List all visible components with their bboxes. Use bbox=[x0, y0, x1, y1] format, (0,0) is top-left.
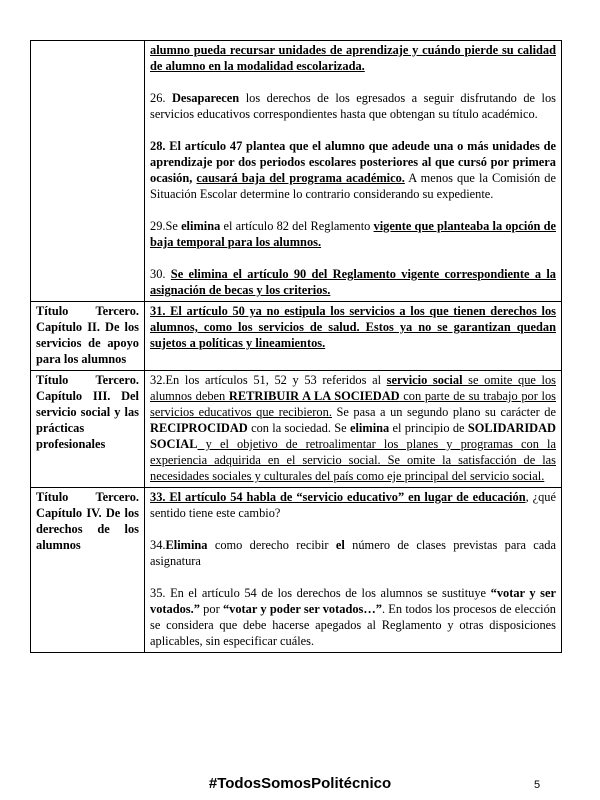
text-run: 30. bbox=[150, 267, 171, 281]
observation-paragraph bbox=[150, 266, 556, 298]
section-heading: Título Tercero. Capítulo III. Del servicio social y las prácticas profesionales bbox=[31, 371, 145, 488]
text-run: alumno pueda recursar unidades de aprendizaje y cuándo pierde su calidad de alumno en la modalidad escolarizada. bbox=[150, 43, 556, 73]
text-run: el bbox=[335, 538, 345, 552]
section-heading bbox=[31, 41, 145, 302]
observations-cell bbox=[145, 488, 562, 653]
text-run: RECIPROCIDAD bbox=[150, 421, 248, 435]
text-run: , ¿qué sentido tiene este cambio? bbox=[150, 490, 556, 520]
text-run: Se pasa a un segundo plano su carácter de bbox=[331, 405, 556, 419]
text-run: . En todos los procesos de elección se considera que debe hacerse apegados al Reglamento y otras disposiciones aplicables, sin especificar cuáles. bbox=[150, 602, 557, 648]
analysis-table bbox=[30, 40, 562, 653]
text-run: el principio de bbox=[389, 421, 468, 435]
observation-paragraph bbox=[150, 585, 556, 649]
table-row bbox=[31, 302, 562, 371]
text-run: SOLIDARIDAD SOCIAL bbox=[150, 421, 556, 451]
text-run: Elimina bbox=[165, 538, 208, 552]
section-heading: Título Tercero. Capítulo II. De los servicios de apoyo para los alumnos bbox=[31, 302, 145, 371]
text-run: y el objetivo de retroalimentar los planes y programas con la experiencia adquirida en el servicio social. Se omite la satisfacción de las necesidades sociales y culturales del país como eje principal del servicio social. bbox=[150, 437, 556, 483]
observations-cell bbox=[145, 371, 562, 488]
observations-cell bbox=[145, 41, 562, 302]
text-run: 33. El artículo 54 habla de “servicio educativo” en lugar de educación bbox=[150, 490, 526, 504]
page-number: 5 bbox=[534, 779, 541, 791]
text-run: 29.Se bbox=[150, 219, 182, 233]
observation-paragraph bbox=[150, 138, 556, 202]
text-run: servicio social bbox=[386, 373, 463, 387]
observation-paragraph bbox=[150, 537, 556, 569]
text-run: 32.En los artículos 51, 52 y 53 referidos al bbox=[150, 373, 387, 387]
table-row bbox=[31, 371, 562, 488]
text-run: los derechos de los egresados a seguir disfrutando de los servicios educativos correspondientes hasta que obtengan su título académico. bbox=[150, 91, 556, 121]
text-run: 26. bbox=[150, 91, 172, 105]
observation-paragraph bbox=[150, 372, 556, 484]
footer-hashtag: #TodosSomosPolitécnico bbox=[208, 775, 392, 792]
text-run: RETRIBUIR A LA SOCIEDAD bbox=[228, 389, 400, 403]
text-run: por bbox=[199, 602, 223, 616]
text-run: causará baja del programa académico. bbox=[196, 171, 405, 185]
text-run: número de clases previstas para cada asignatura bbox=[150, 538, 556, 568]
text-run: Desaparecen bbox=[171, 91, 240, 105]
observation-paragraph bbox=[150, 303, 556, 351]
observation-paragraph bbox=[150, 42, 556, 74]
observation-paragraph bbox=[150, 90, 556, 122]
text-run: 28. El artículo 47 plantea que el alumno que adeude una o más unidades de aprendizaje por dos periodos escolares posteriores al que cursó por primera ocasión, bbox=[150, 139, 556, 185]
text-run: “votar y ser votados.” bbox=[150, 586, 556, 616]
observation-paragraph bbox=[150, 489, 556, 521]
text-run: como derecho recibir bbox=[207, 538, 336, 552]
text-run: A menos que la Comisión de Situación Escolar determine lo contrario considerando su expediente. bbox=[150, 171, 556, 201]
text-run: con parte de su trabajo por los servicios educativos que recibieron. bbox=[150, 389, 556, 419]
text-run: con la sociedad. Se bbox=[247, 421, 350, 435]
text-run: elimina bbox=[349, 421, 390, 435]
text-run: “votar y poder ser votados…” bbox=[222, 602, 382, 616]
observations-cell bbox=[145, 302, 562, 371]
text-run: el artículo 82 del Reglamento bbox=[220, 219, 374, 233]
text-run: Se elimina el artículo 90 del Reglamento vigente correspondiente a la asignación de becas y los criterios. bbox=[150, 267, 556, 297]
text-run: vigente que planteaba la opción de baja temporal para los alumnos. bbox=[150, 219, 556, 249]
text-run: elimina bbox=[181, 219, 221, 233]
text-run: 35. En el artículo 54 de los derechos de los alumnos se sustituye bbox=[150, 586, 491, 600]
table-row bbox=[31, 41, 562, 302]
section-heading: Título Tercero. Capítulo IV. De los derechos de los alumnos bbox=[31, 488, 145, 653]
observation-paragraph bbox=[150, 218, 556, 250]
text-run: 31. El artículo 50 ya no estipula los servicios a los que tienen derechos los alumnos, como los servicios de salud. Estos ya no se garantizan quedan sujetos a políticas y lineamientos. bbox=[150, 304, 556, 350]
text-run: se omite que los alumnos deben bbox=[150, 373, 557, 403]
table-row bbox=[31, 488, 562, 653]
text-run: 34. bbox=[150, 538, 166, 552]
